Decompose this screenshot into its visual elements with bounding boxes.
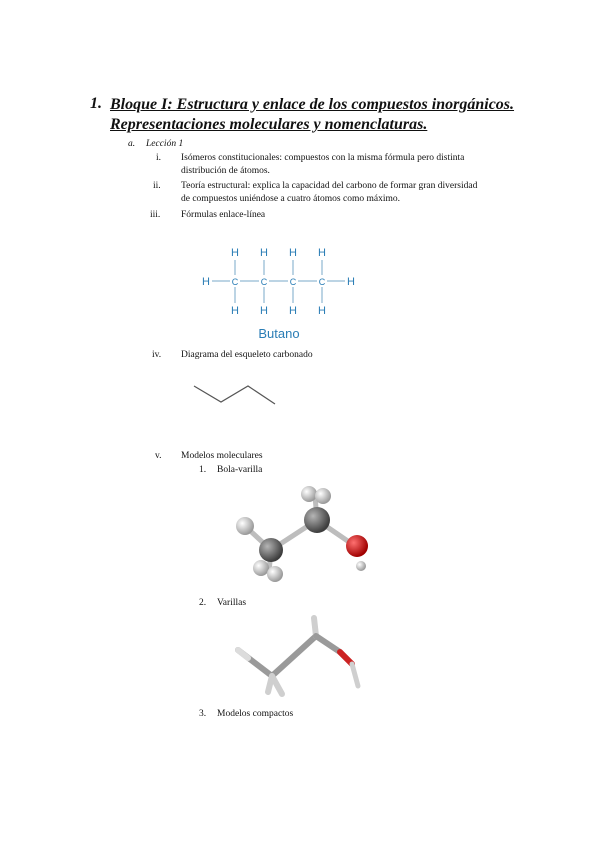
item-marker-iv: iv. [152, 350, 162, 360]
atom-h-bottom-1: H [231, 305, 239, 317]
atom-c-1: C [231, 277, 239, 287]
butane-formula [195, 240, 365, 345]
item-text-i: Isómeros constitucionales: compuestos con la misma fórmula pero distinta distribución de átomos. [181, 153, 465, 176]
atom-h-bottom-4: H [318, 305, 326, 317]
atom-c-4: C [318, 277, 326, 287]
lesson-title: Lección 1 [146, 139, 184, 149]
skeletal-diagram [190, 380, 290, 415]
subitem-label-3: Modelos compactos [217, 709, 294, 719]
heading-number: 1. [90, 95, 102, 112]
item-text-iv: Diagrama del esqueleto carbonado [181, 350, 313, 360]
stick-model [228, 610, 383, 700]
atom-h-top-4: H [318, 247, 326, 259]
heading-line-1: Bloque I: Estructura y enlace de los compuestos inorgánicos. [110, 96, 515, 113]
heading-line-2: Representaciones moleculares y nomenclaturas. [110, 116, 428, 133]
atom-h-top-2: H [260, 247, 268, 259]
subitem-label-1: Bola-varilla [217, 465, 263, 475]
lesson-marker: a. [128, 139, 136, 149]
item-text-v: Modelos moleculares [181, 451, 263, 461]
atom-h-top-3: H [289, 247, 297, 259]
atom-h-bottom-2: H [260, 305, 268, 317]
item-marker-iii: iii. [150, 210, 161, 220]
butane-caption: Butano [258, 326, 300, 341]
atom-h-left: H [202, 276, 210, 288]
ball-stick-model [225, 482, 375, 587]
subitem-marker-2: 2. [199, 598, 207, 608]
atom-h-top-1: H [231, 247, 239, 259]
item-text-ii: Teoría estructural: explica la capacidad del carbono de formar gran diversidad de compuestos uniéndose a cuatro átomos como máximo. [181, 181, 478, 204]
item-text-iii: Fórmulas enlace-línea [181, 210, 266, 220]
heading-title [110, 95, 514, 135]
item-marker-ii: ii. [153, 181, 161, 191]
atom-h-bottom-3: H [289, 305, 297, 317]
item-marker-i: i. [156, 153, 162, 163]
item-marker-v: v. [155, 451, 162, 461]
subitem-marker-1: 1. [199, 465, 207, 475]
subitem-marker-3: 3. [199, 709, 207, 719]
atom-h-right: H [347, 276, 355, 288]
subitem-label-2: Varillas [217, 598, 247, 608]
atom-c-2: C [260, 277, 268, 287]
atom-c-3: C [289, 277, 297, 287]
